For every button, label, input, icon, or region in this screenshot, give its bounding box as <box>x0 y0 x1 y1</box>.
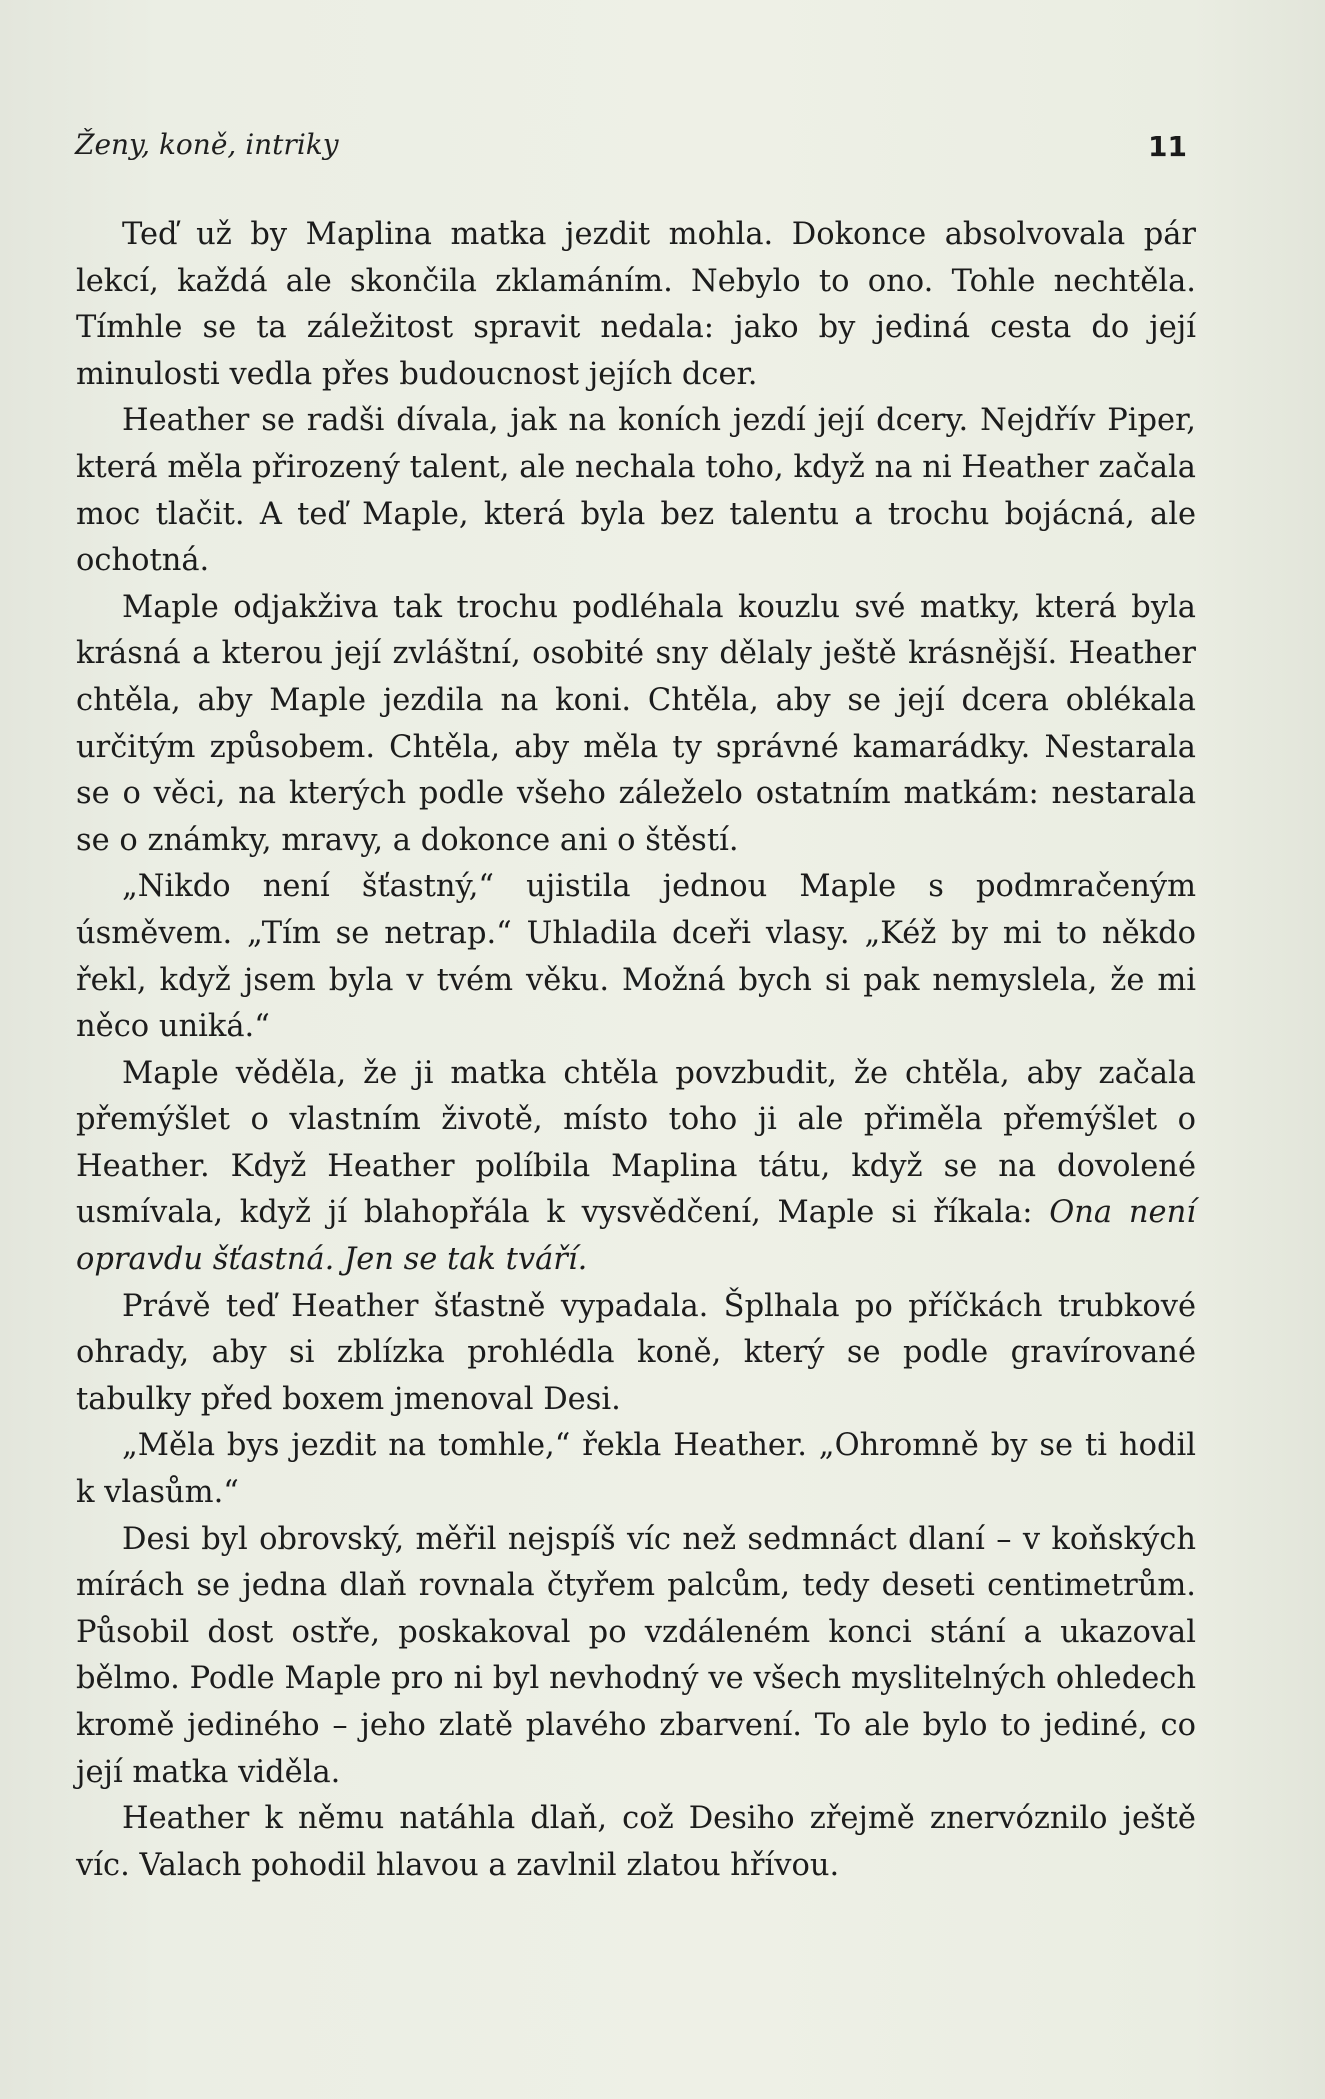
paragraph: Právě teď Heather šťastně vypadala. Šplhala po příčkách trubkové ohrady, aby si zblízka prohlédla koně, který se podle gravírované tabulky před boxem jmenoval Desi. <box>76 1288 1196 1417</box>
paragraph: Heather se radši dívala, jak na koních jezdí její dcery. Nejdřív Piper, která měla přirozený talent, ale nechala toho, když na ni Heather začala moc tlačit. A teď Maple, která byla bez talentu a trochu bojácná, ale ochotná. <box>76 403 1196 579</box>
page-number: 11 <box>1148 130 1187 163</box>
running-title: Ženy, koně, intriky <box>75 128 339 161</box>
paragraph: Teď už by Maplina matka jezdit mohla. Dokonce absolvovala pár lekcí, každá ale skončila zklamáním. Nebylo to ono. Tohle nechtěla. Tímhle se ta záležitost spravit nedala: jako by jediná cesta do její minulosti vedla přes budoucnost jejích dcer. <box>76 217 1196 392</box>
paragraph: Maple odjakživa tak trochu podléhala kouzlu své matky, která byla krásná a kterou její zvláštní, osobité sny dělaly ještě krásnější. Heather chtěla, aby Maple jezdila na koni. Chtěla, aby se její dcera oblékala určitým způsobem. Chtěla, aby měla ty správné kamarádky. Nestarala se o věci, na kterých podle všeho záleželo ostatním matkám: nestarala se o známky, mravy, a dokonce ani o štěstí. <box>76 589 1196 858</box>
paragraph: Heather k němu natáhla dlaň, což Desiho zřejmě znervóznilo ještě víc. Valach pohodil hlavou a zavlnil zlatou hřívou. <box>76 1801 1196 1883</box>
paragraph-text: Maple věděla, že ji matka chtěla povzbudit, že chtěla, aby začala přemýšlet o vlastním životě, místo toho ji ale přiměla přemýšlet o Heather. Když Heather políbila Maplina tátu, když se na dovolené usmívala, když jí blahopřála k vysvědčení, Maple si říkala: <box>76 1055 1196 1231</box>
body-text <box>76 212 1196 1889</box>
paragraph <box>76 1051 1196 1284</box>
italic-thought: Ona není opravdu šťastná. Jen se tak tváří. <box>76 1195 1196 1278</box>
paragraph: Desi byl obrovský, měřil nejspíš víc než sedmnáct dlaní – v koňských mírách se jedna dlaň rovnala čtyřem palcům, tedy deseti centimetrům. Působil dost ostře, poskakoval po vzdáleném konci stání a ukazoval bělmo. Podle Maple pro ni byl nevhodný ve všech myslitelných ohledech kromě jediného – jeho zlatě plavého zbarvení. To ale bylo to jediné, co její matka viděla. <box>76 1521 1196 1790</box>
paragraph: „Nikdo není šťastný,“ ujistila jednou Maple s podmračeným úsměvem. „Tím se netrap.“ Uhladila dceři vlasy. „Kéž by mi to někdo řekl, když jsem byla v tvém věku. Možná bych si pak nemyslela, že mi něco uniká.“ <box>76 869 1196 1045</box>
paragraph: „Měla bys jezdit na tomhle,“ řekla Heather. „Ohromně by se ti hodil k vlasům.“ <box>76 1428 1196 1511</box>
